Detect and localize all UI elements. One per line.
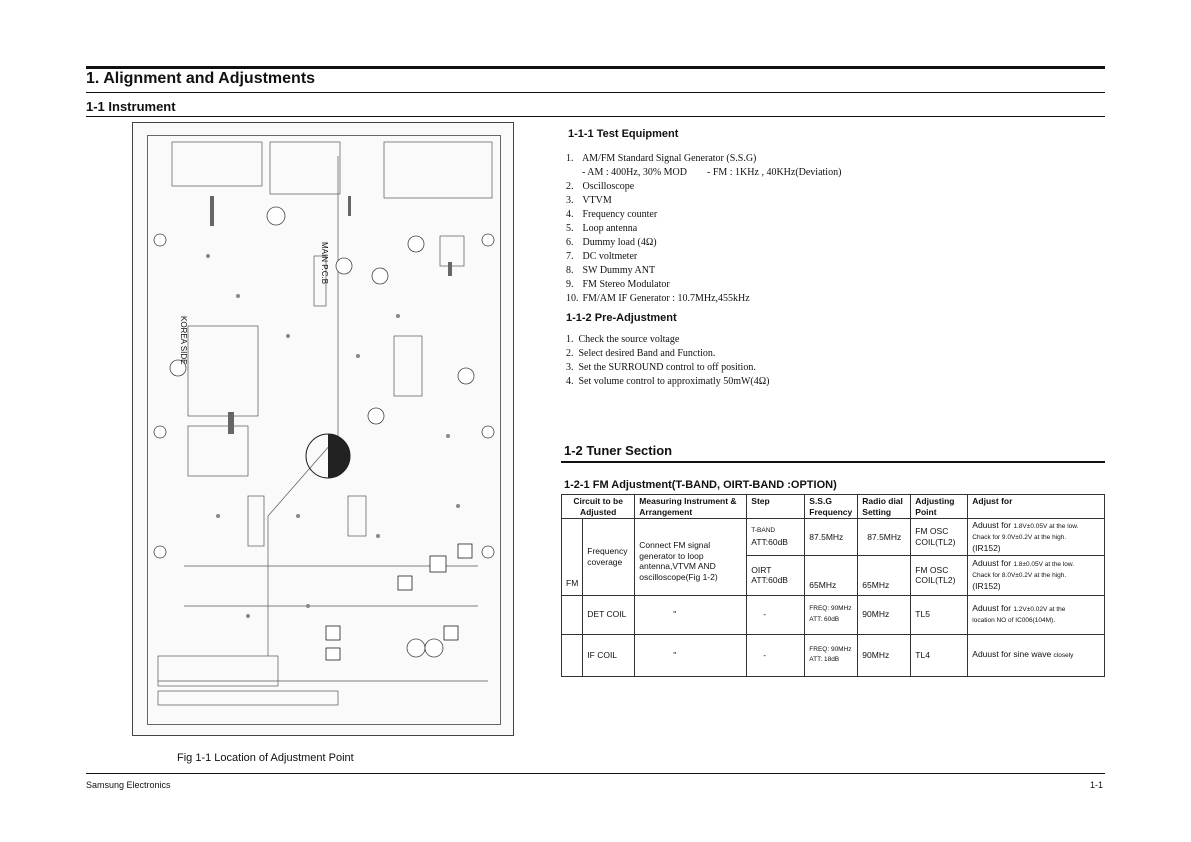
pre-adjustment-list (566, 333, 986, 389)
step-line: ATT:60dB (751, 536, 788, 547)
test-equipment-list (566, 152, 986, 306)
fm-adjustment-title: 1-2-1 FM Adjustment(T-BAND, OIRT-BAND :OPTION) (564, 479, 837, 491)
point-cell: TL5 (911, 595, 968, 634)
instrument-cell: " (635, 634, 747, 676)
header-step: Step (747, 495, 805, 519)
dial-cell: 90MHz (858, 634, 911, 676)
list-item: 3. Set the SURROUND control to off position. (566, 362, 756, 373)
test-equipment-title: 1-1-1 Test Equipment (568, 128, 679, 140)
pcb-figure (132, 122, 514, 736)
dial-cell: 65MHz (858, 555, 911, 595)
table-row (562, 595, 1105, 634)
header-dial: Radio dial Setting (858, 495, 911, 519)
table-header-row (562, 495, 1105, 519)
list-item: - AM : 400Hz, 30% MOD - FM : 1KHz , 40KHz(Deviation) (582, 167, 842, 178)
band-cell-empty (562, 595, 583, 634)
header-circuit: Circuit to be Adjusted (562, 495, 635, 519)
instrument-cell: Connect FM signal generator to loop antenna,VTVM AND oscilloscope(Fig 1-2) (635, 519, 747, 596)
point-cell: TL4 (911, 634, 968, 676)
step-cell: - (747, 595, 805, 634)
ssg-cell: 87.5MHz (805, 519, 858, 556)
if-coil-cell: IF COIL (583, 634, 635, 676)
ssg-cell: FREQ: 90MHz ATT: 60dB (805, 595, 858, 634)
list-item: 1. Check the source voltage (566, 334, 680, 345)
header-adjust: Adjust for (968, 495, 1105, 519)
pre-adjustment-title: 1-1-2 Pre-Adjustment (566, 312, 677, 324)
table-row (562, 634, 1105, 676)
adjust-cell: Aduust for 1.8V±0.05V at the low. Chack for 9.0V±0.2V at the high. (IR152) (968, 519, 1105, 556)
ssg-cell: 65MHz (805, 555, 858, 595)
title-rule (86, 92, 1105, 93)
pcb-side-label: KOREA SIDE (179, 316, 188, 365)
list-item: 7. DC voltmeter (566, 251, 638, 262)
instrument-cell: " (635, 595, 747, 634)
list-item: 5. Loop antenna (566, 223, 638, 234)
point-cell: FM OSC COIL(TL2) (911, 519, 968, 556)
list-item: 6. Dummy load (4Ω) (566, 237, 657, 248)
list-item: 1. AM/FM Standard Signal Generator (S.S.G) (566, 153, 757, 164)
page-number: 1-1 (1089, 780, 1103, 790)
header-point: Adjusting Point (911, 495, 968, 519)
list-item: 10. FM/AM IF Generator : 10.7MHz,455kHz (566, 293, 750, 304)
pcb-label: MAIN P.C.B (320, 242, 329, 285)
header-instrument: Measuring Instrument & Arrangement (635, 495, 747, 519)
figure-caption: Fig 1-1 Location of Adjustment Point (177, 752, 354, 764)
tuner-section-title: 1-2 Tuner Section (564, 443, 673, 458)
dial-cell: 87.5MHz (858, 519, 911, 556)
step-cell: - (747, 634, 805, 676)
step-line: T-BAND (751, 527, 776, 535)
adjust-cell: Aduust for 1.2V±0.02V at the location NO of IC006(104M). (968, 595, 1105, 634)
adjust-cell: Aduust for 1.8±0.05V at the low. Chack for 8.0V±0.2V at the high. (IR152) (968, 555, 1105, 595)
ssg-cell: FREQ: 90MHz ATT: 18dB (805, 634, 858, 676)
header-ssg: S.S.G Frequency (805, 495, 858, 519)
instrument-title: 1-1 Instrument (86, 99, 176, 114)
pcb-drawing (148, 136, 500, 724)
frequency-coverage-cell: Frequency coverage (583, 519, 635, 596)
list-item: 4. Frequency counter (566, 209, 658, 220)
section-title: 1. Alignment and Adjustments (86, 70, 316, 87)
tuner-rule (561, 461, 1105, 463)
footer-publisher: Samsung Electronics (86, 780, 171, 790)
top-rule (86, 66, 1105, 69)
table-row (562, 519, 1105, 556)
det-coil-cell: DET COIL (583, 595, 635, 634)
step-cell (747, 519, 805, 556)
step-cell: OIRT ATT:60dB (747, 555, 805, 595)
pcb-outline (147, 135, 501, 725)
point-cell: FM OSC COIL(TL2) (911, 555, 968, 595)
band-cell: FM (562, 519, 583, 596)
fm-adjustment-table (561, 494, 1105, 677)
list-item: 8. SW Dummy ANT (566, 265, 656, 276)
adjust-cell: Aduust for sine wave closely (968, 634, 1105, 676)
dial-cell: 90MHz (858, 595, 911, 634)
list-item: 3. VTVM (566, 195, 612, 206)
list-item: 2. Select desired Band and Function. (566, 348, 716, 359)
list-item: 4. Set volume control to approximatly 50mW(4Ω) (566, 376, 770, 387)
instrument-rule (86, 116, 1105, 117)
footer-rule (86, 773, 1105, 774)
band-cell-empty (562, 634, 583, 676)
list-item: 2. Oscilloscope (566, 181, 635, 192)
list-item: 9. FM Stereo Modulator (566, 279, 670, 290)
